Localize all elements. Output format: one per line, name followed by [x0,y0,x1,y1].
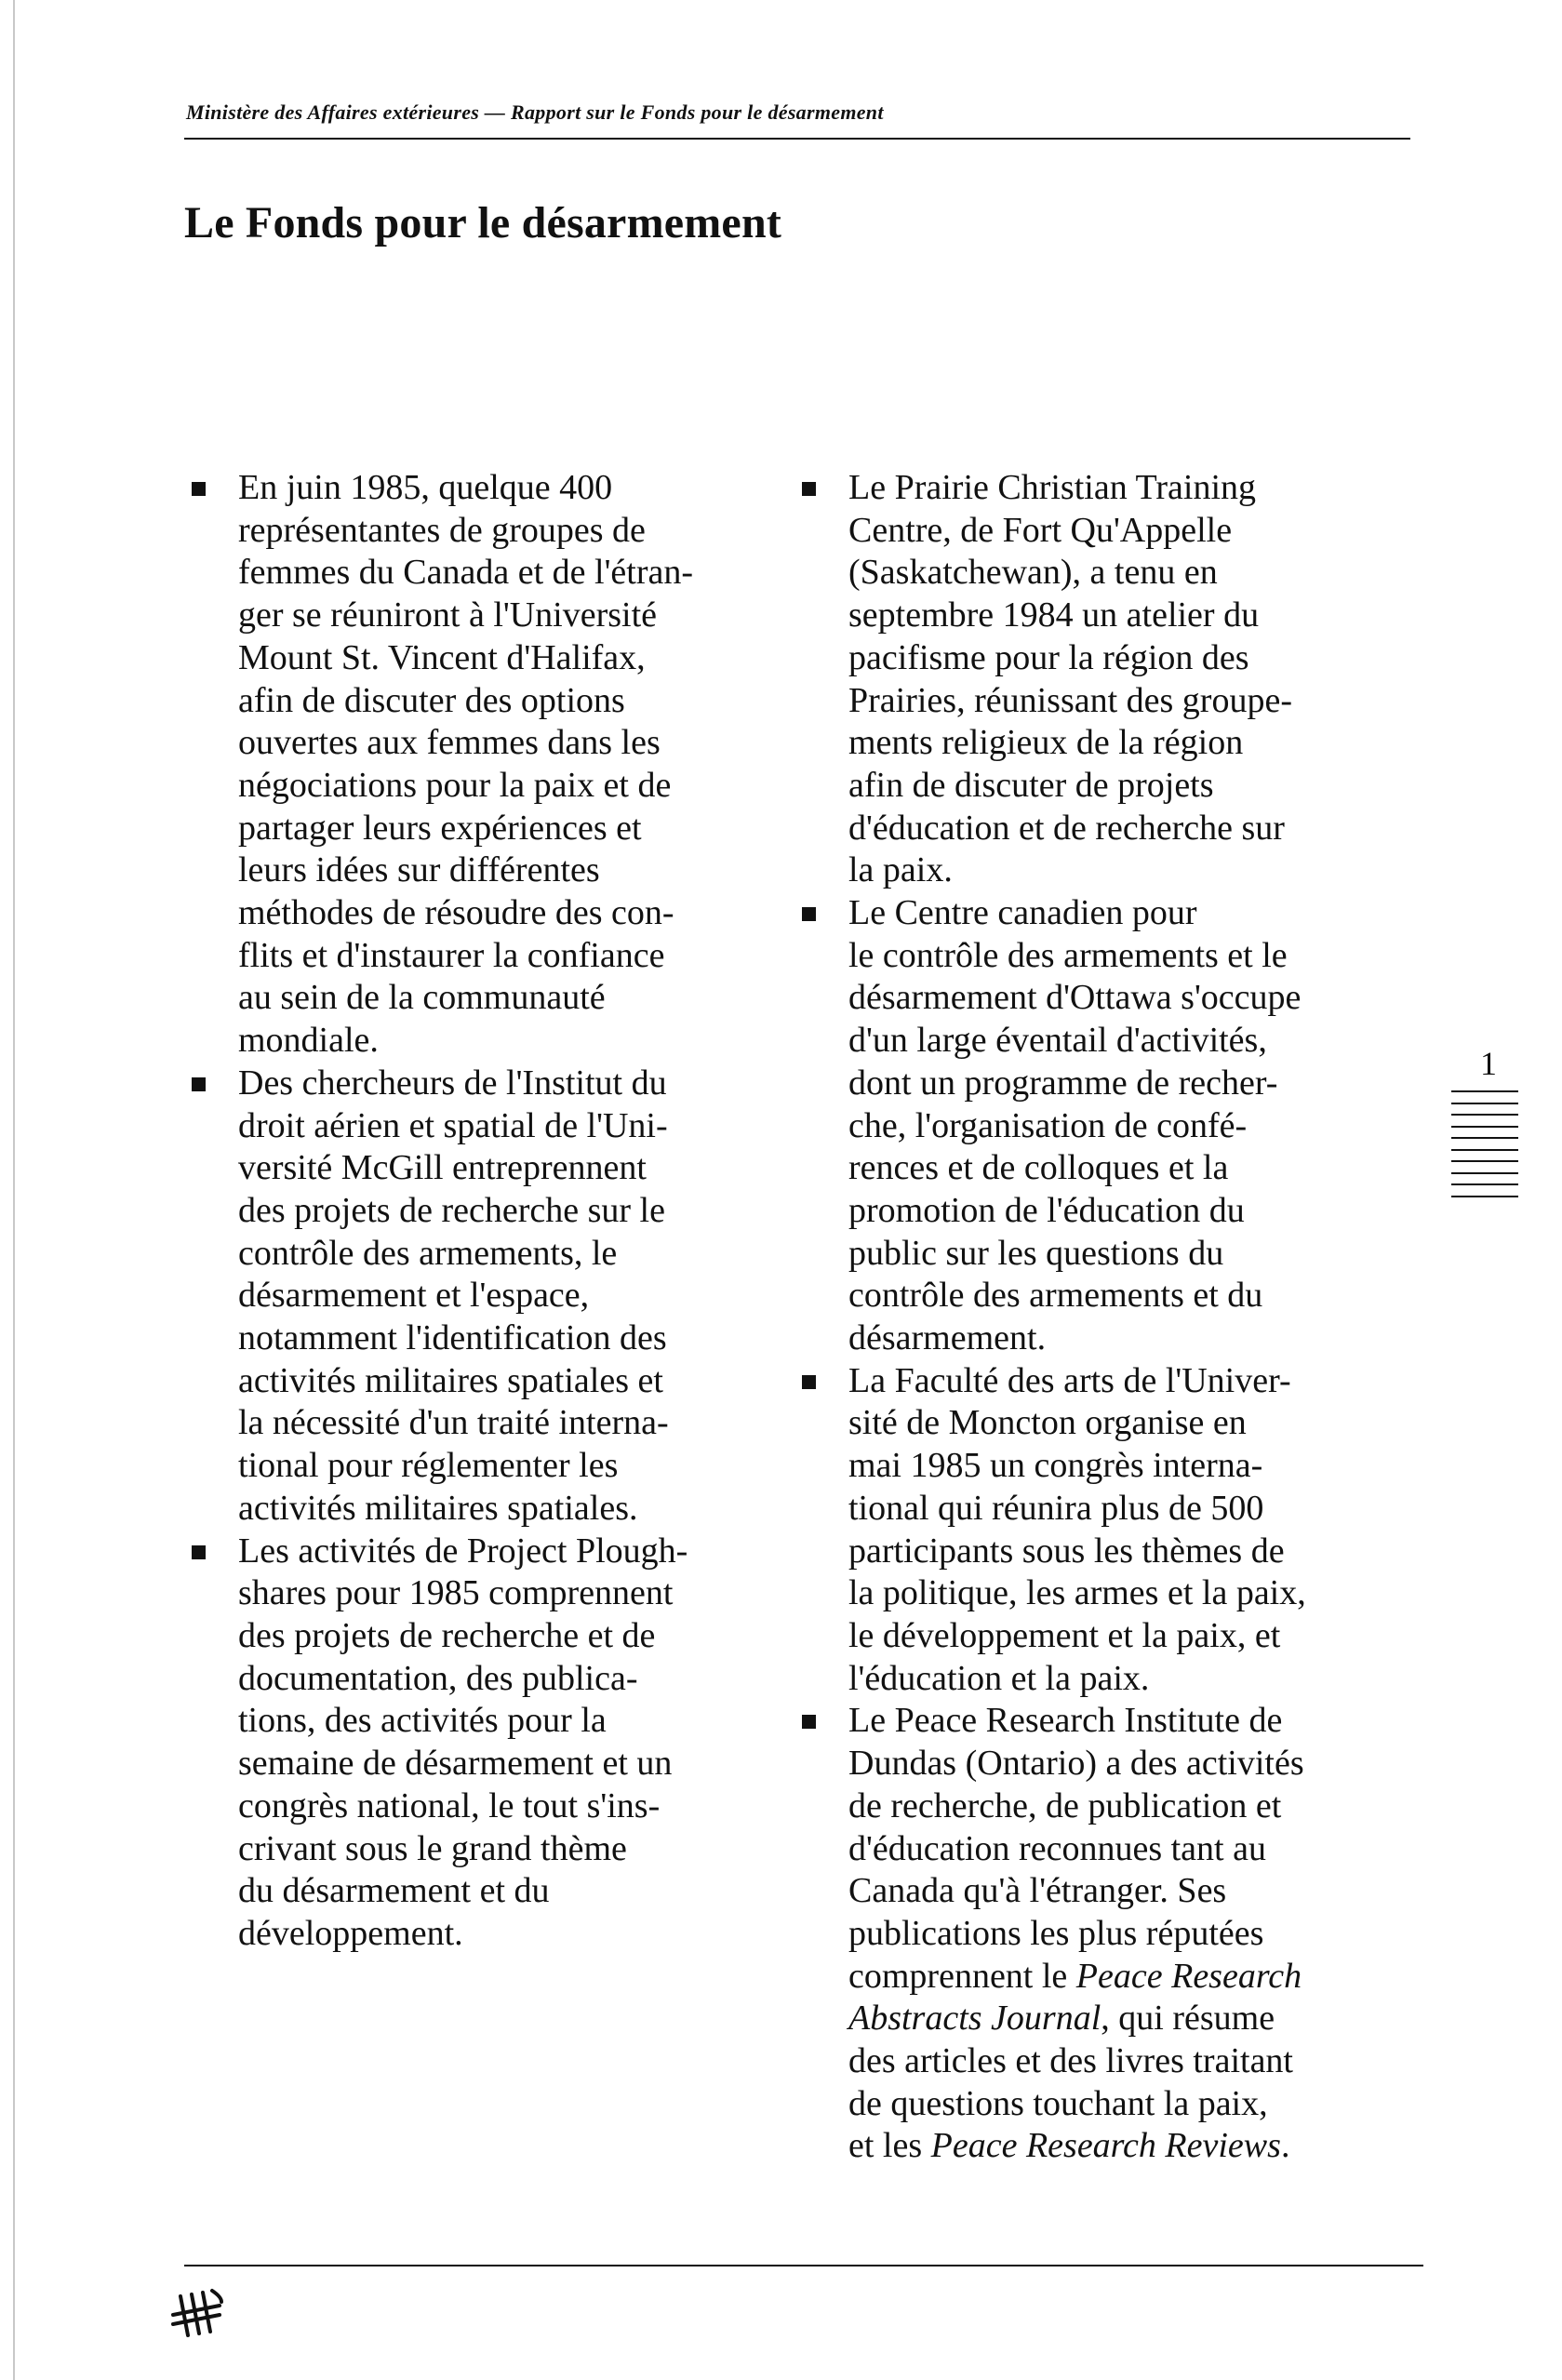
text-line: afin de discuter des options [238,680,625,720]
list-item [802,1700,1397,2168]
text-line [848,1998,1397,2040]
text-line: notamment l'identification des [238,1318,667,1358]
text-line: l'éducation et la paix. [848,1658,1150,1698]
text-line: che, l'organisation de confé- [848,1105,1248,1145]
tab-mark [1451,1160,1518,1162]
text-line: partager leurs expériences et [238,808,642,848]
text-line: Centre, de Fort Qu'Appelle [848,510,1233,550]
text-line: la nécessité d'un traité interna- [238,1403,669,1443]
text-line: public sur les questions du [848,1233,1224,1273]
text-line: activités militaires spatiales et [238,1360,663,1400]
text-line: En juin 1985, quelque 400 [238,468,613,507]
text-fragment: , qui résume [1101,1999,1275,2039]
text-line: Le Centre canadien pour [848,893,1197,933]
text-line: Le Prairie Christian Training [848,468,1257,507]
text-line: tional pour réglementer les [238,1446,619,1486]
text-fragment: comprennent le [848,1956,1076,1996]
list-item [192,467,768,1063]
text-line: la paix. [848,850,953,890]
text-line: pacifisme pour la région des [848,637,1249,677]
text-line: droit aérien et spatial de l'Uni- [238,1105,668,1145]
bullet-icon [192,1545,206,1559]
text-line: de questions touchant la paix, [848,2083,1268,2123]
text-line: participants sous les thèmes de [848,1531,1285,1571]
bullet-icon [802,482,816,496]
text-line: dont un programme de recher- [848,1063,1278,1103]
list-item [802,892,1397,1360]
tab-mark [1451,1137,1518,1139]
text-line: versité McGill entreprennent [238,1148,647,1188]
text-line: afin de discuter de projets [848,765,1214,805]
text-fragment: . [1280,2126,1290,2166]
text-line: semaine de désarmement et un [238,1744,673,1784]
tab-mark [1451,1172,1518,1174]
section-tab-marks [1451,1090,1518,1207]
text-line: congrès national, le tout s'ins- [238,1785,661,1825]
list-item [802,1360,1397,1701]
left-column [192,467,768,1956]
text-line: Dundas (Ontario) a des activités [848,1744,1304,1784]
page-number: 1 [1480,1045,1497,1082]
text-line: crivant sous le grand thème [238,1828,627,1868]
text-line: d'éducation reconnues tant au [848,1828,1266,1868]
publisher-logo-icon [167,2287,225,2339]
text-line: négociations pour la paix et de [238,765,672,805]
text-line: Canada qu'à l'étranger. Ses [848,1871,1227,1911]
text-line: méthodes de résoudre des con- [238,893,674,933]
text-line: ger se réuniront à l'Université [238,595,658,635]
text-line: de recherche, de publication et [848,1785,1282,1825]
list-item [192,1531,768,1956]
text-line: ouvertes aux femmes dans les [238,723,661,763]
text-line: du désarmement et du [238,1871,550,1911]
tab-mark [1451,1126,1518,1128]
text-line: développement. [238,1913,463,1953]
right-column [802,467,1397,2168]
text-line: tional qui réunira plus de 500 [848,1488,1264,1528]
text-line: leurs idées sur différentes [238,850,600,890]
text-line: promotion de l'éducation du [848,1190,1245,1230]
text-line: mondiale. [238,1021,379,1061]
tab-mark [1451,1090,1518,1092]
reviews-title: Peace Research Reviews [930,2126,1281,2166]
text-line: femmes du Canada et de l'étran- [238,553,694,593]
text-line: Les activités de Project Plough- [238,1531,688,1571]
tab-mark [1451,1103,1518,1104]
text-line: la politique, les armes et la paix, [848,1573,1306,1613]
text-line: contrôle des armements, le [238,1233,618,1273]
list-item [802,467,1397,892]
bullet-icon [192,1077,206,1091]
text-line: désarmement. [848,1318,1047,1358]
text-line: désarmement d'Ottawa s'occupe [848,978,1302,1018]
text-line: flits et d'instaurer la confiance [238,935,665,975]
text-line: La Faculté des arts de l'Univer- [848,1360,1291,1400]
text-line: activités militaires spatiales. [238,1488,638,1528]
text-line [848,2125,1397,2168]
text-fragment: et les [848,2126,931,2166]
text-line: le contrôle des armements et le [848,935,1288,975]
text-line: sité de Moncton organise en [848,1403,1247,1443]
tab-mark [1451,1114,1518,1116]
text-line: tions, des activités pour la [238,1701,607,1741]
text-line: désarmement et l'espace, [238,1276,590,1316]
text-line: shares pour 1985 comprennent [238,1573,674,1613]
text-line [848,1956,1397,1999]
text-line: des projets de recherche et de [238,1615,656,1655]
text-line: ments religieux de la région [848,723,1244,763]
journal-title: Abstracts Journal [848,1999,1101,2039]
running-head: Ministère des Affaires extérieures — Rapport sur le Fonds pour le désarmement [186,100,884,124]
text-line: septembre 1984 un atelier du [848,595,1260,635]
tab-mark [1451,1183,1518,1185]
list-item [192,1063,768,1531]
text-line: au sein de la communauté [238,978,606,1018]
text-line: mai 1985 un congrès interna- [848,1446,1263,1486]
text-line: des articles et des livres traitant [848,2041,1293,2081]
text-line: publications les plus réputées [848,1913,1264,1953]
text-line: des projets de recherche sur le [238,1190,665,1230]
page-title: Le Fonds pour le désarmement [184,198,782,247]
footer-rule [184,2265,1423,2266]
text-line: (Saskatchewan), a tenu en [848,553,1218,593]
text-line: documentation, des publica- [238,1658,638,1698]
text-line: d'un large éventail d'activités, [848,1021,1267,1061]
text-line: rences et de colloques et la [848,1148,1229,1188]
header-rule [184,138,1410,140]
text-line: d'éducation et de recherche sur [848,808,1285,848]
bullet-icon [192,482,206,496]
text-line: représentantes de groupes de [238,510,646,550]
text-line: Le Peace Research Institute de [848,1701,1283,1741]
text-line: Prairies, réunissant des groupe- [848,680,1292,720]
bullet-icon [802,1375,816,1389]
journal-title: Peace Research [1075,1956,1302,1996]
page-edge-line [13,0,15,2380]
text-line: Des chercheurs de l'Institut du [238,1063,667,1103]
bullet-icon [802,907,816,921]
bullet-icon [802,1715,816,1729]
tab-mark [1451,1196,1518,1197]
text-line: Mount St. Vincent d'Halifax, [238,637,646,677]
text-line: contrôle des armements et du [848,1276,1263,1316]
text-line: le développement et la paix, et [848,1615,1281,1655]
tab-mark [1451,1149,1518,1151]
